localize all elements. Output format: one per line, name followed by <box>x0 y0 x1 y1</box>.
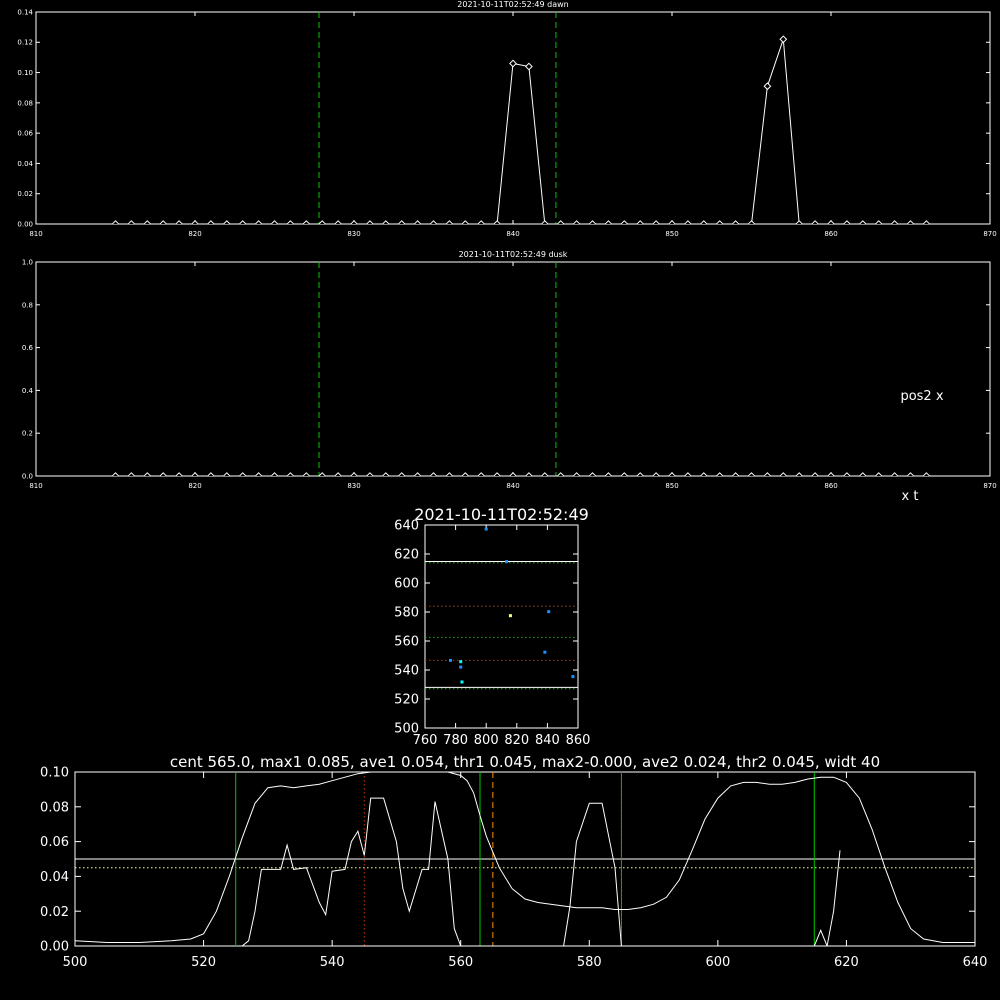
data-point-marker <box>240 221 246 227</box>
data-point-marker <box>764 473 770 479</box>
y-tick-label: 0.04 <box>40 869 69 885</box>
data-point-marker <box>748 221 754 227</box>
y-tick-label: 0.02 <box>17 190 33 199</box>
x-tick-label: 840 <box>506 482 520 490</box>
scatter-point <box>547 610 550 613</box>
y-tick-label: 0.0 <box>21 472 33 481</box>
data-point-marker <box>907 221 913 227</box>
data-point-marker <box>399 473 405 479</box>
y-tick-label: 0.02 <box>40 904 69 920</box>
x-tick-label: 850 <box>665 482 679 490</box>
data-point-marker <box>510 60 516 66</box>
data-point-marker <box>367 473 373 479</box>
x-tick-label: 600 <box>705 955 731 970</box>
data-point-marker <box>653 221 659 227</box>
chart-title: 2021-10-11T02:52:49 <box>414 505 589 524</box>
data-point-marker <box>255 473 261 479</box>
y-tick-label: 0.6 <box>21 344 33 353</box>
data-point-marker <box>335 221 341 227</box>
data-point-marker <box>287 221 293 227</box>
data-point-marker <box>446 221 452 227</box>
y-tick-label: 0.04 <box>17 159 33 168</box>
data-point-marker <box>542 473 548 479</box>
y-tick-label: 0.14 <box>17 8 33 17</box>
data-point-marker <box>860 473 866 479</box>
x-tick-label: 870 <box>983 482 997 490</box>
annotation-xt: x t <box>901 489 919 504</box>
data-point-marker <box>383 473 389 479</box>
data-point-marker <box>351 221 357 227</box>
data-point-marker <box>271 221 277 227</box>
x-tick-label: 820 <box>188 482 202 490</box>
y-tick-label: 500 <box>394 721 419 737</box>
data-point-marker <box>605 221 611 227</box>
x-tick-label: 620 <box>834 955 859 970</box>
chart-2 <box>22 250 997 504</box>
data-point-marker <box>255 221 261 227</box>
data-point-marker <box>748 473 754 479</box>
data-point-marker <box>844 473 850 479</box>
data-layer <box>425 528 578 689</box>
y-tick-label: 640 <box>394 518 419 534</box>
data-point-marker <box>430 221 436 227</box>
scatter-point <box>485 528 488 531</box>
data-point-marker <box>208 221 214 227</box>
x-tick-label: 580 <box>576 955 602 970</box>
data-point-marker <box>112 473 118 479</box>
data-point-marker <box>573 473 579 479</box>
scatter-point <box>571 675 574 678</box>
y-tick-label: 0.8 <box>21 301 33 310</box>
data-point-marker <box>701 221 707 227</box>
data-point-marker <box>669 473 675 479</box>
x-tick-label: 820 <box>504 733 530 748</box>
x-tick-label: 810 <box>29 482 43 490</box>
x-tick-label: 800 <box>473 733 499 748</box>
data-point-marker <box>478 221 484 227</box>
data-point-marker <box>319 473 325 479</box>
data-point-marker <box>510 473 516 479</box>
data-point-marker <box>860 221 866 227</box>
data-point-marker <box>732 221 738 227</box>
x-tick-label: 860 <box>565 733 591 748</box>
x-tick-label: 850 <box>665 230 679 238</box>
y-tick-label: 520 <box>394 692 419 708</box>
x-tick-label: 830 <box>347 482 361 490</box>
data-point-marker <box>542 221 548 227</box>
y-tick-label: 0.4 <box>21 386 33 395</box>
y-tick-label: 0.08 <box>40 800 69 816</box>
data-point-marker <box>446 473 452 479</box>
data-point-marker <box>192 221 198 227</box>
data-point-marker <box>160 221 166 227</box>
y-tick-label: 580 <box>394 605 419 621</box>
data-point-marker <box>526 63 532 69</box>
data-point-marker <box>685 221 691 227</box>
y-tick-label: 0.06 <box>40 835 69 851</box>
x-tick-label: 830 <box>347 230 361 238</box>
data-point-marker <box>907 473 913 479</box>
data-point-marker <box>844 221 850 227</box>
data-point-marker <box>621 473 627 479</box>
data-point-marker <box>462 221 468 227</box>
scatter-point <box>460 680 463 683</box>
y-tick-label: 0.06 <box>17 129 33 138</box>
data-point-marker <box>399 221 405 227</box>
data-point-marker <box>144 473 150 479</box>
data-point-marker <box>653 473 659 479</box>
data-point-marker <box>876 221 882 227</box>
data-point-marker <box>828 473 834 479</box>
plot-frame <box>36 262 990 476</box>
data-point-marker <box>367 221 373 227</box>
data-point-marker <box>669 221 675 227</box>
data-point-marker <box>494 221 500 227</box>
annotation-pos2: pos2 x <box>900 389 944 404</box>
data-point-marker <box>414 221 420 227</box>
data-point-marker <box>780 473 786 479</box>
data-point-marker <box>589 473 595 479</box>
x-tick-label: 520 <box>191 955 216 970</box>
data-point-marker <box>573 221 579 227</box>
data-point-marker <box>271 473 277 479</box>
data-point-marker <box>192 473 198 479</box>
y-tick-label: 1.0 <box>21 258 33 267</box>
y-tick-label: 0.12 <box>17 38 33 47</box>
scatter-point <box>459 666 462 669</box>
data-point-marker <box>414 473 420 479</box>
x-tick-label: 810 <box>29 230 43 238</box>
data-point-marker <box>335 473 341 479</box>
data-point-marker <box>637 221 643 227</box>
data-point-marker <box>812 221 818 227</box>
chart-1 <box>17 0 996 238</box>
y-tick-label: 0.00 <box>17 220 33 229</box>
series-line-1 <box>116 39 927 224</box>
y-tick-label: 560 <box>394 634 419 650</box>
data-point-marker <box>430 473 436 479</box>
x-tick-label: 560 <box>448 955 474 970</box>
plot-frame <box>425 525 578 728</box>
data-layer <box>75 770 975 946</box>
x-tick-label: 860 <box>824 482 838 490</box>
data-point-marker <box>176 221 182 227</box>
data-point-marker <box>303 473 309 479</box>
chart-title: 2021-10-11T02:52:49 dusk <box>458 250 568 259</box>
y-tick-label: 0.2 <box>21 429 33 438</box>
x-tick-label: 820 <box>188 230 202 238</box>
data-point-marker <box>605 473 611 479</box>
data-point-marker <box>303 221 309 227</box>
data-point-marker <box>923 221 929 227</box>
data-point-marker <box>780 36 786 42</box>
x-tick-label: 870 <box>983 230 997 238</box>
data-point-marker <box>462 473 468 479</box>
data-point-marker <box>224 221 230 227</box>
y-tick-label: 0.10 <box>17 69 33 78</box>
data-point-marker <box>319 221 325 227</box>
x-tick-label: 780 <box>443 733 469 748</box>
scatter-point <box>505 560 508 563</box>
series-line-1 <box>75 770 975 942</box>
scatter-point <box>459 660 462 663</box>
data-point-marker <box>796 221 802 227</box>
data-point-marker <box>351 473 357 479</box>
scatter-point <box>509 614 512 617</box>
data-point-marker <box>383 221 389 227</box>
data-point-marker <box>764 83 770 89</box>
data-point-marker <box>558 473 564 479</box>
data-point-marker <box>128 221 134 227</box>
data-point-marker <box>876 473 882 479</box>
y-tick-label: 0.08 <box>17 99 33 108</box>
data-point-marker <box>240 473 246 479</box>
chart-title: cent 565.0, max1 0.085, ave1 0.054, thr1 0.045, max2-0.000, ave2 0.024, thr2 0.045, widt 40 <box>169 753 881 771</box>
x-tick-label: 500 <box>62 955 88 970</box>
data-point-marker <box>287 473 293 479</box>
x-tick-label: 860 <box>824 230 838 238</box>
data-point-marker <box>637 473 643 479</box>
y-tick-label: 620 <box>394 547 419 563</box>
data-point-marker <box>128 473 134 479</box>
data-point-marker <box>812 473 818 479</box>
data-point-marker <box>732 473 738 479</box>
y-tick-label: 0.00 <box>40 939 69 955</box>
x-tick-label: 840 <box>506 230 520 238</box>
data-point-marker <box>828 221 834 227</box>
data-point-marker <box>589 221 595 227</box>
data-point-marker <box>224 473 230 479</box>
scatter-point <box>543 651 546 654</box>
data-layer <box>112 262 929 479</box>
y-tick-label: 0.10 <box>40 765 69 781</box>
plot-frame <box>36 12 990 224</box>
data-point-marker <box>621 221 627 227</box>
data-point-marker <box>176 473 182 479</box>
data-point-marker <box>717 473 723 479</box>
chart-3 <box>394 505 590 748</box>
data-point-marker <box>526 473 532 479</box>
data-point-marker <box>494 473 500 479</box>
data-point-marker <box>891 473 897 479</box>
data-point-marker <box>717 221 723 227</box>
x-tick-label: 540 <box>319 955 345 970</box>
x-tick-label: 640 <box>962 955 988 970</box>
y-tick-label: 540 <box>394 663 419 679</box>
data-point-marker <box>112 221 118 227</box>
data-point-marker <box>891 221 897 227</box>
y-tick-label: 600 <box>394 576 419 592</box>
chart-title: 2021-10-11T02:52:49 dawn <box>457 0 569 9</box>
data-point-marker <box>685 473 691 479</box>
x-tick-label: 840 <box>534 733 560 748</box>
data-point-marker <box>144 221 150 227</box>
chart-4 <box>40 753 987 970</box>
data-point-marker <box>160 473 166 479</box>
data-point-marker <box>923 473 929 479</box>
scatter-point <box>449 659 452 662</box>
series-line-2 <box>242 798 840 946</box>
data-point-marker <box>796 473 802 479</box>
x-tick-label: 760 <box>412 733 438 748</box>
data-point-marker <box>208 473 214 479</box>
data-layer <box>112 12 929 227</box>
data-point-marker <box>478 473 484 479</box>
data-point-marker <box>701 473 707 479</box>
data-point-marker <box>558 221 564 227</box>
